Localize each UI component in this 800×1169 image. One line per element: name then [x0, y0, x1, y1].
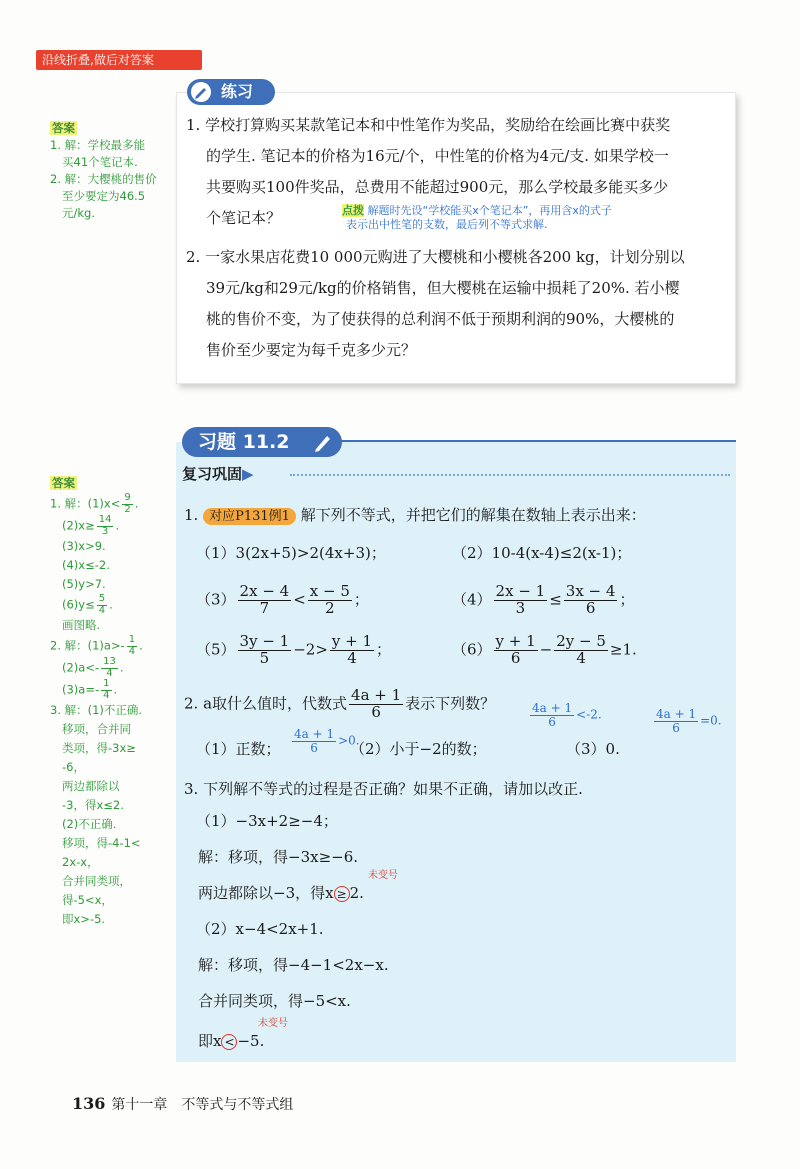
question-text: 解下列不等式，并把它们的解集在数轴上表示出来： — [300, 506, 646, 524]
answer-text: 1. 解：(1)x< — [50, 496, 121, 511]
exercise-question-2: 2. a取什么值时，代数式 $\frac{4a + 1}{6}$ 表示下列数？ — [184, 686, 496, 721]
text-line: 桃的售价不变，为了使获得的总利润不低于预期利润的90%，大樱桃的 — [206, 310, 675, 328]
answer-text: 移项，合并同 — [62, 722, 131, 736]
dotted-rule — [290, 474, 730, 476]
hint-note — [342, 204, 732, 232]
page-footer — [72, 1094, 293, 1114]
answer-text: (5)y>7. — [62, 577, 106, 591]
hint-key: 点拨 — [342, 204, 364, 217]
fraction: $\frac{5}{4}$ — [98, 593, 106, 616]
answer-line: 元/kg. — [62, 206, 95, 220]
q1-part-4: （4） $\frac{2x - 1}{3}$ ≤ $\frac{3x - 4}{6}$ ； — [452, 582, 635, 617]
handwritten-note-2: $\frac{4a + 1}{6}$ <-2. — [532, 701, 602, 729]
answer-label: 答案 — [52, 121, 75, 135]
q3-step: 解：移项，得−4−1<2x−x. — [198, 956, 389, 974]
section-title: 复习巩固 — [182, 465, 243, 483]
triangle-icon: ▶ — [242, 465, 254, 483]
exercise-answers: 答案 1. 解：(1)x< $\frac{9}{2}$ . (2)x≥ $\frac{14}{3}$ . (3)x>9. (4)x≤-2. (5)y>7. (6)y≤ $\frac{5}{4}$ . 画图略. 2. 解：(1)a>- $\frac{1}{4}$ . (2)a<- $\frac{13}{4}$ . (3)a=- $\frac{1}{4}$ . 3. 解：(1)不正确. 移项，合并同 类项，得-3x≥ -6， 两边都除以 -3，得x≤2. (2)不正确. 移项，得-4-1< 2x-x， 合并同类项， 得-5<x， 即x>-5. — [50, 474, 143, 929]
exercise-question-1 — [184, 504, 646, 525]
practice-answers — [50, 120, 157, 222]
fraction: $\frac{1}{4}$ — [128, 634, 136, 657]
answer-line: 买41个笔记本. — [62, 155, 138, 169]
practice-heading — [187, 79, 275, 105]
handwritten-note-3: $\frac{4a + 1}{6}$ =0. — [656, 707, 722, 735]
q2-part-2: （2）小于−2的数； — [350, 740, 487, 758]
handwritten-note-sign: 未变号 — [258, 1018, 288, 1029]
q1-part-5: （5） $\frac{3y - 1}{5}$ −2> $\frac{y + 1}{4}$ ； — [196, 632, 392, 667]
q1-part-1: （1）3(2x+5)>2(4x+3)； — [196, 544, 386, 562]
fold-instruction-tag: 沿线折叠,做后对答案 — [36, 50, 202, 70]
answer-text: 2. 解：(1)a>- — [50, 638, 125, 653]
answer-text: (3)x>9. — [62, 539, 106, 553]
answer-text: 2x-x， — [62, 855, 99, 869]
answer-text: 画图略. — [62, 618, 101, 632]
q1-part-3: （3） $\frac{2x - 4}{7}$ < $\frac{x - 5}{2}$ ； — [196, 582, 369, 617]
answer-text: (2)不正确. — [62, 817, 117, 831]
text-line: 个笔记本？ — [206, 209, 282, 227]
page-number: 136 — [72, 1094, 106, 1113]
answer-text: (4)x≤-2. — [62, 558, 110, 572]
q3-step: 解：移项，得−3x≥−6. — [198, 848, 359, 866]
answer-line: 至少要定为46.5 — [62, 189, 146, 203]
exercise-title: 习题 11.2 — [198, 431, 290, 453]
question-number: 1. — [184, 506, 199, 524]
chapter-title: 第十一章 不等式与不等式组 — [111, 1097, 294, 1113]
fraction: $\frac{9}{2}$ — [124, 492, 131, 515]
answer-text: (6)y≤ — [62, 597, 95, 612]
answer-text: -6， — [62, 760, 85, 774]
exercise-question-3: 3. 下列解不等式的过程是否正确？如果不正确，请加以改正. — [184, 780, 583, 798]
q3-step: 合并同类项，得−5<x. — [198, 992, 351, 1010]
answer-text: (3)a=- — [62, 682, 100, 697]
answer-text: 两边都除以 — [62, 779, 120, 793]
answer-text: 3. 解：(1)不正确. — [50, 703, 143, 717]
practice-question-2 — [186, 242, 731, 366]
q1-part-2: （2）10-4(x-4)≤2(x-1)； — [452, 544, 632, 562]
answer-text: 即x>-5. — [62, 912, 106, 926]
text-line: 售价至少要定为每千克多少元？ — [206, 341, 417, 359]
section-heading — [182, 463, 254, 484]
q3-step: 即x < −5. — [198, 1032, 265, 1050]
q3-part-2: （2）x−4<2x+1. — [196, 920, 324, 938]
text-line: 共要购买100件奖品，总费用不能超过900元，那么学校最多能买多少 — [206, 178, 669, 196]
answer-line: 1. 解：学校最多能 — [50, 138, 146, 152]
pencil-icon — [191, 82, 211, 102]
text-line: 2. 一家水果店花费10 000元购进了大樱桃和小樱桃各200 kg，计划分别以 — [186, 248, 685, 266]
fraction: $\frac{14}{3}$ — [98, 514, 112, 537]
hint-line: 表示出中性笔的支数，最后列不等式求解. — [346, 218, 548, 231]
answer-text: 得-5<x， — [62, 893, 113, 907]
q2-part-3: （3）0. — [566, 740, 620, 758]
hint-line: 解题时先设“学校能买x个笔记本”，再用含x的式子 — [367, 204, 612, 217]
q2-part-1: （1）正数； — [196, 740, 281, 758]
fraction: $\frac{1}{4}$ — [103, 678, 110, 701]
q3-step: 两边都除以−3，得x ≥ 2. — [198, 884, 364, 902]
exercise-heading — [182, 427, 342, 457]
heading-rule — [340, 440, 736, 442]
q3-part-1: （1）−3x+2≥−4； — [196, 812, 338, 830]
handwritten-note-sign: 未变号 — [368, 870, 398, 881]
answer-label: 答案 — [52, 476, 75, 490]
answer-text: 类项，得-3x≥ — [62, 741, 136, 755]
q1-part-6: （6） $\frac{y + 1}{6}$ − $\frac{2y - 5}{4}$ ≥1. — [452, 632, 637, 667]
text-line: 的学生. 笔记本的价格为16元/个，中性笔的价格为4元/支. 如果学校一 — [206, 147, 669, 165]
text-line: 1. 学校打算购买某款笔记本和中性笔作为奖品，奖励给在绘画比赛中获奖 — [186, 116, 671, 134]
answer-text: -3，得x≤2. — [62, 798, 124, 812]
circled-sign: ≥ — [334, 886, 350, 902]
fraction: $\frac{13}{4}$ — [103, 656, 116, 679]
answer-text: (2)a<- — [62, 660, 100, 675]
circled-sign: < — [221, 1034, 237, 1050]
practice-title: 练习 — [221, 82, 254, 101]
answer-text: (2)x≥ — [62, 518, 95, 533]
reference-badge: 对应P131例1 — [203, 508, 296, 525]
answer-text: 移项，得-4-1< — [62, 836, 141, 850]
handwritten-note-1: $\frac{4a + 1}{6}$ >0. — [294, 727, 360, 755]
answer-line: 2. 解：大樱桃的售价 — [50, 172, 157, 186]
answer-text: 合并同类项， — [62, 874, 131, 888]
pencil-icon — [312, 431, 334, 462]
text-line: 39元/kg和29元/kg的价格销售，但大樱桃在运输中损耗了20%. 若小樱 — [206, 279, 680, 297]
